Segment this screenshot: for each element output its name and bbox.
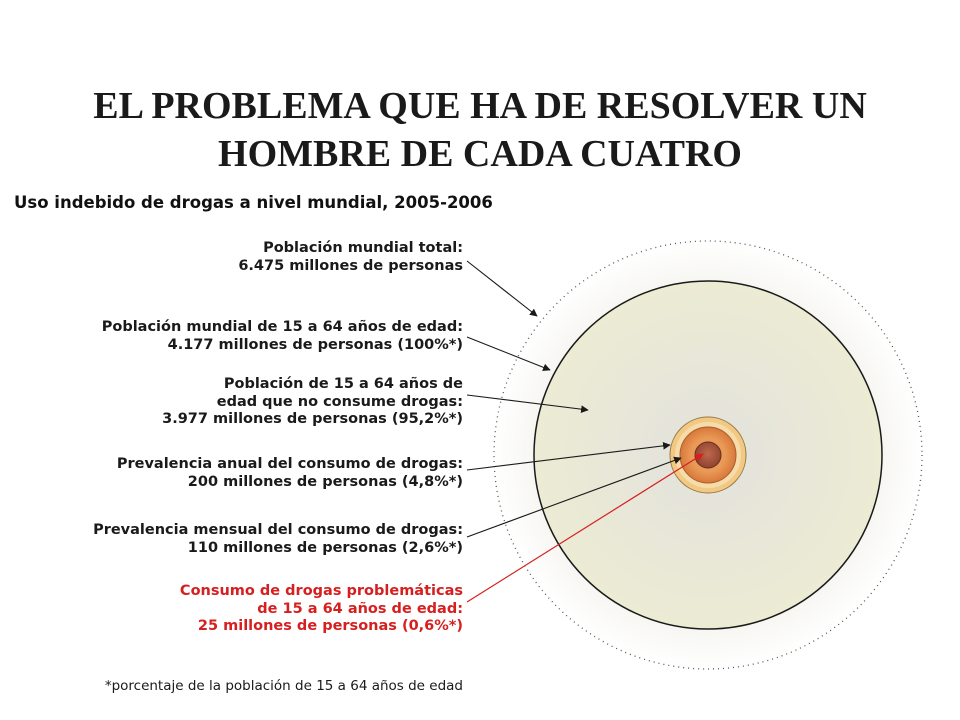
label-line: 3.977 millones de personas (95,2%*)	[162, 411, 463, 427]
label-non-users	[162, 376, 463, 429]
label-line: edad que no consume drogas:	[216, 393, 463, 410]
diagram-subtitle: Uso indebido de drogas a nivel mundial, 2005-2006	[14, 193, 493, 212]
label-line: 6.475 millones de personas	[238, 257, 463, 274]
label-monthly-prevalence	[93, 522, 463, 557]
label-line: 200 millones de personas (4,8%*)	[187, 473, 463, 490]
title-line-2: HOMBRE DE CADA CUATRO	[218, 133, 742, 175]
label-line: 25 millones de personas (0,6%*)	[197, 618, 463, 634]
label-line: Prevalencia anual del consumo de drogas:	[116, 456, 463, 472]
footnote: *porcentaje de la población de 15 a 64 años de edad	[104, 678, 463, 694]
title-line-1: EL PROBLEMA QUE HA DE RESOLVER UN	[93, 85, 867, 127]
label-line: Prevalencia mensual del consumo de drogas:	[93, 522, 463, 538]
label-annual-prevalence	[117, 456, 463, 491]
label-line: Población mundial de 15 a 64 años de edad:	[101, 319, 463, 335]
label-population-15-64	[102, 319, 463, 354]
label-line: 110 millones de personas (2,6%*)	[187, 539, 463, 556]
label-line: Consumo de drogas problemáticas	[179, 583, 463, 599]
label-line: de 15 a 64 años de edad:	[257, 600, 463, 617]
label-line: 4.177 millones de personas (100%*)	[167, 336, 463, 353]
problematic-use-core	[695, 442, 721, 468]
label-line: Población de 15 a 64 años de	[223, 376, 463, 392]
label-world-population	[238, 240, 463, 275]
label-line: Población mundial total:	[263, 240, 463, 256]
arrow-world-population	[467, 261, 537, 316]
label-problematic-use	[180, 583, 463, 636]
